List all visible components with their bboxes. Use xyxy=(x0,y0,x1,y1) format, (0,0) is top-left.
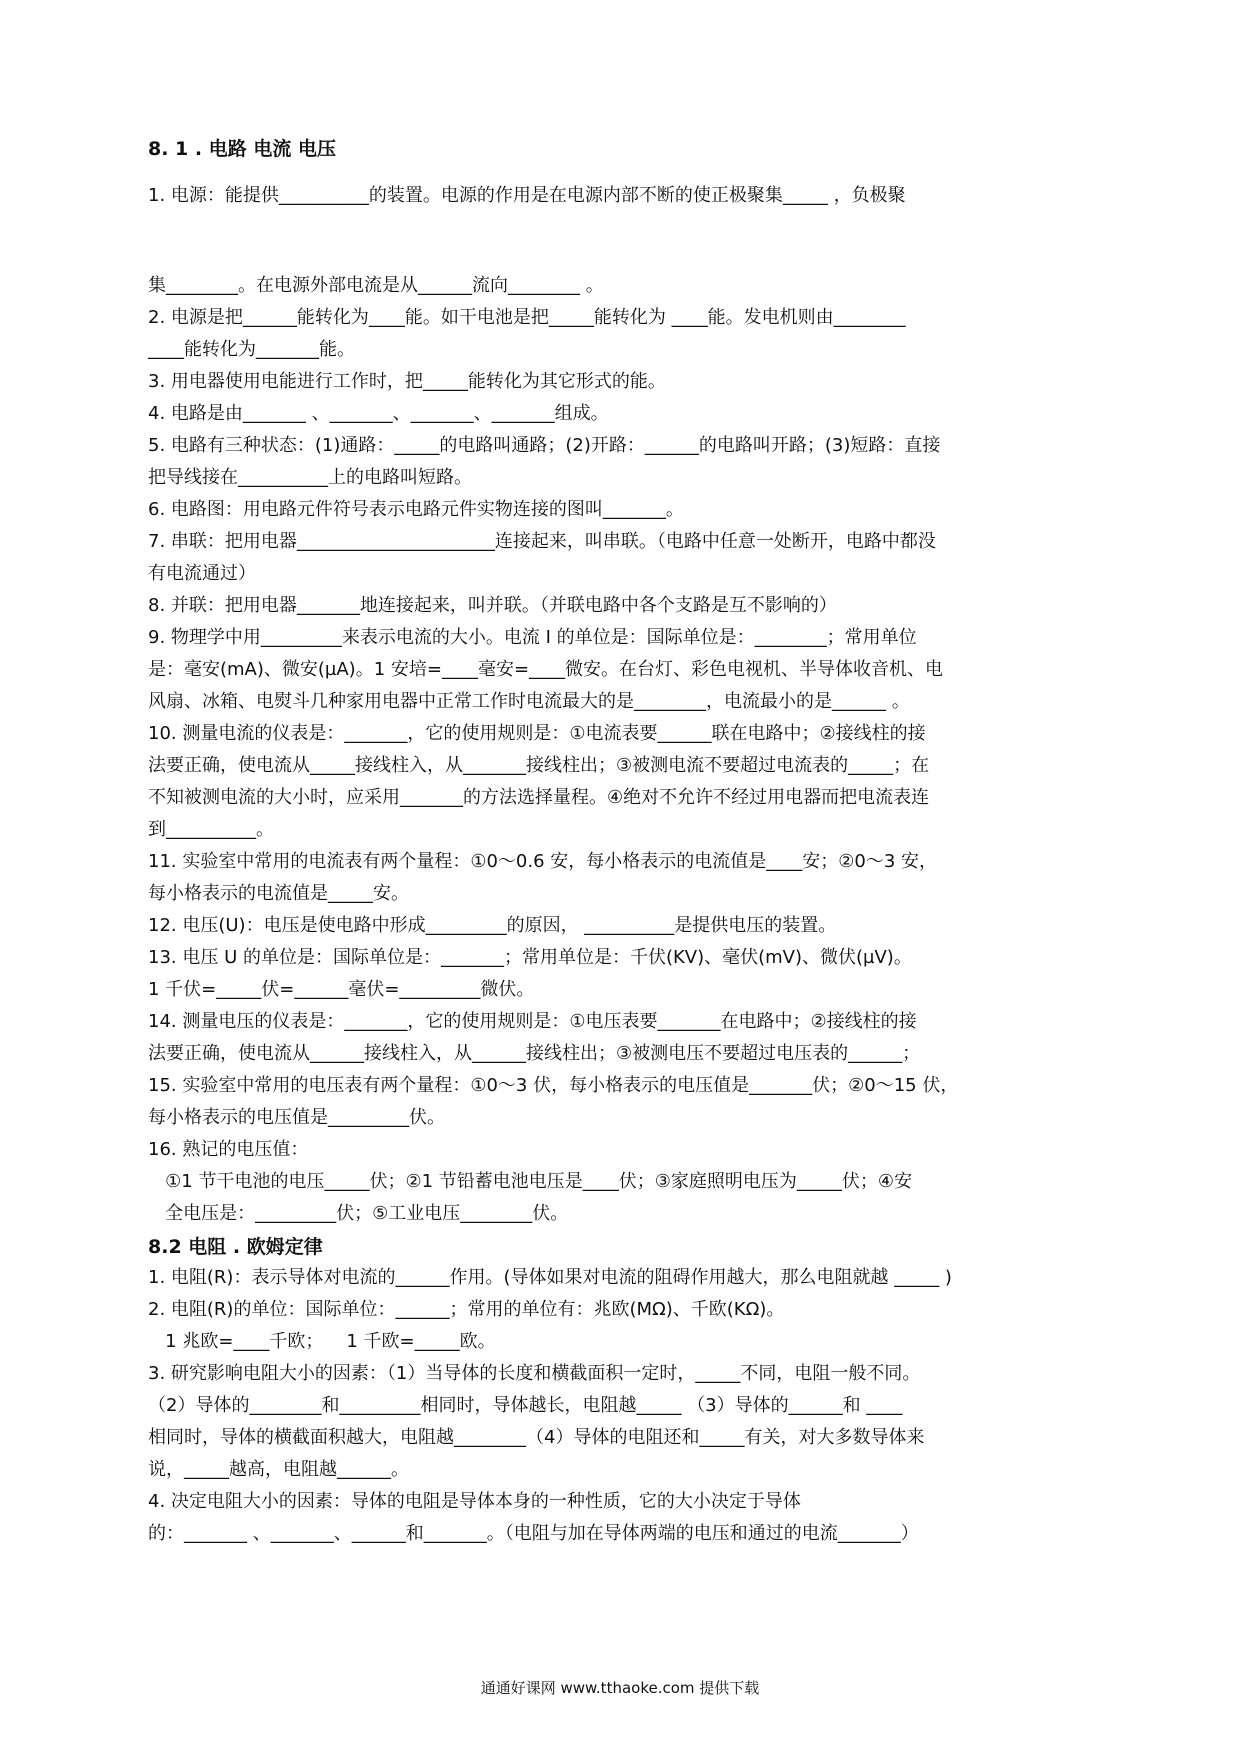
question-14: 14. 测量电压的仪表是：_______，它的使用规则是：①电压表要_______在电路中；②接线柱的接 法要正确，使电流从______接线柱入，从______接线柱出；③被测电压不要超过电压表的______； xyxy=(148,1011,921,1064)
question-6: 6. 电路图：用电路元件符号表示电路元件实物连接的图叫_______。 xyxy=(148,499,684,520)
question-13: 13. 电压 U 的单位是：国际单位是：_______；常用单位是：千伏(KV)、毫伏(mV)、微伏(µV)。 1 千伏=_____伏=______毫伏=_________微伏。 xyxy=(148,947,912,1000)
resistance-question-3: 3. 研究影响电阻大小的因素：（1）当导体的长度和横截面积一定时，_____不同，电阻一般不同。 （2）导体的________和_________相同时，导体越长，电阻越_____ （3）导体的______和 ____ 相同时，导体的横截面积越大，电阻越________（4）导体的电阻还和_____有关，对大多数导体来 说，_____越高，电阻越______。 xyxy=(148,1363,925,1480)
section-title-8-1: 8. 1 . 电路 电流 电压 xyxy=(148,138,336,160)
question-5: 5. 电路有三种状态：(1)通路：_____的电路叫通路；(2)开路：______的电路叫开路；(3)短路：直接 把导线接在__________上的电路叫短路。 xyxy=(148,435,941,488)
section-title-8-2: 8.2 电阻 . 欧姆定律 xyxy=(148,1236,323,1258)
question-3: 3. 用电器使用电能进行工作时，把_____能转化为其它形式的能。 xyxy=(148,371,666,392)
question-1-cont: 集________。在电源外部电流是从______流向________ 。 xyxy=(148,275,604,296)
question-4: 4. 电路是由_______ 、_______、_______、_______组成。 xyxy=(148,403,609,424)
question-1: 1. 电源：能提供__________的装置。电源的作用是在电源内部不断的使正极聚集_____ ，负极聚 xyxy=(148,185,906,206)
question-8: 8. 并联：把用电器_______地连接起来，叫并联。（并联电路中各个支路是互不影响的） xyxy=(148,595,837,616)
question-12: 12. 电压(U)：电压是使电路中形成_________的原因， __________是提供电压的装置。 xyxy=(148,915,837,936)
resistance-question-4: 4. 决定电阻大小的因素：导体的电阻是导体本身的一种性质，它的大小决定于导体 的：_______ 、_______、______和_______。（电阻与加在导体两端的电压和通过的电流_______） xyxy=(148,1491,919,1544)
question-15: 15. 实验室中常用的电压表有两个量程：①0～3 伏，每小格表示的电压值是_______伏；②0～15 伏， 每小格表示的电压值是_________伏。 xyxy=(148,1075,959,1128)
document-body xyxy=(148,134,1100,1550)
question-9: 9. 物理学中用_________来表示电流的大小。电流 I 的单位是：国际单位是：________；常用单位 是：毫安(mA)、微安(µA)。1 安培=____毫安=____微安。在台灯、彩色电视机、半导体收音机、电 风扇、冰箱、电熨斗几种家用电器中正常工作时电流最大的是________，电流最小的是______ 。 xyxy=(148,627,944,712)
footer-credit: 通通好课网 www.tthaoke.com 提供下载 xyxy=(480,1679,760,1697)
resistance-question-2: 2. 电阻(R)的单位：国际单位：______；常用的单位有：兆欧(MΩ)、千欧(KΩ)。 1 兆欧=____千欧； 1 千欧=_____欧。 xyxy=(148,1299,785,1352)
question-11: 11. 实验室中常用的电流表有两个量程：①0～0.6 安，每小格表示的电流值是____安；②0～3 安， 每小格表示的电流值是_____安。 xyxy=(148,851,938,904)
question-16: 16. 熟记的电压值： ①1 节干电池的电压_____伏；②1 节铅蓄电池电压是____伏；③家庭照明电压为_____伏；④安 全电压是：_________伏；⑤工业电压________伏。 xyxy=(148,1139,913,1224)
question-2: 2. 电源是把______能转化为____能。如干电池是把_____能转化为 ____能。发电机则由________ ____能转化为_______能。 xyxy=(148,307,906,360)
blank-gap xyxy=(148,212,1100,270)
question-7: 7. 串联：把用电器______________________连接起来，叫串联。（电路中任意一处断开，电路中都没 有电流通过） xyxy=(148,531,936,584)
resistance-question-1: 1. 电阻(R)：表示导体对电流的______作用。(导体如果对电流的阻碍作用越大，那么电阻就越 _____ ) xyxy=(148,1267,952,1288)
question-10: 10. 测量电流的仪表是：_______，它的使用规则是：①电流表要______联在电路中；②接线柱的接 法要正确，使电流从_____接线柱入，从_______接线柱出；③被测电流不要超过电流表的_____；在 不知被测电流的大小时，应采用_______的方法选择量程。④绝对不允许不经过用电器而把电流表连 到__________。 xyxy=(148,723,930,840)
